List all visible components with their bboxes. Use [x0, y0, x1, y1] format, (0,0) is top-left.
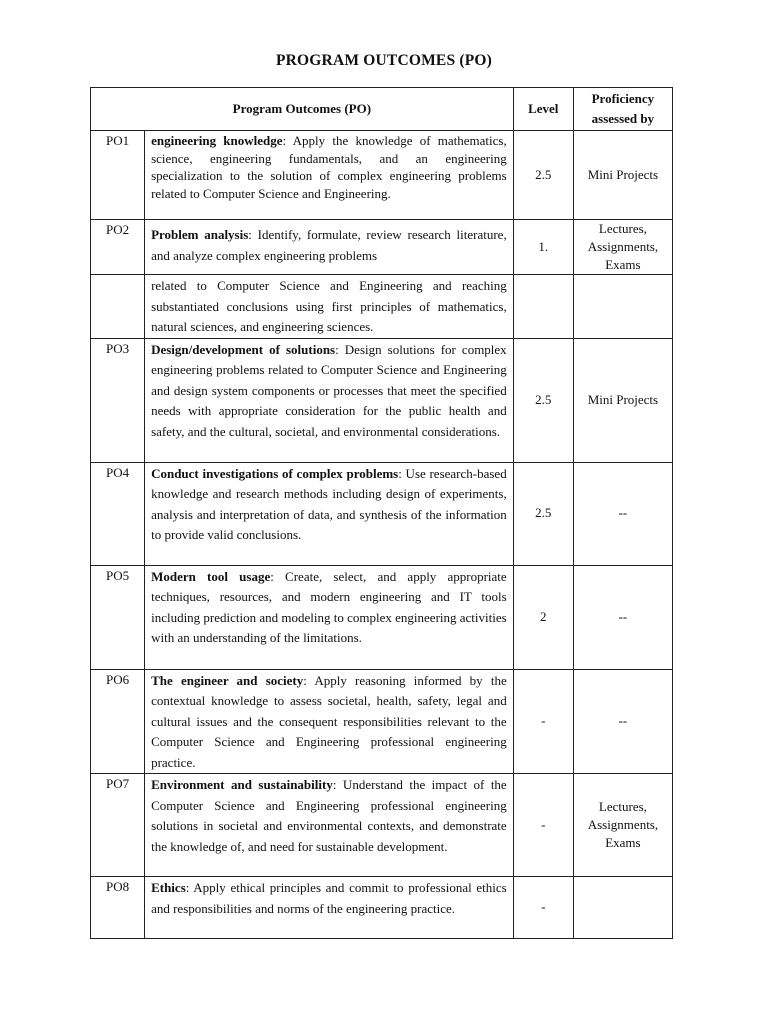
po-id: PO5 [91, 565, 145, 669]
po-text: : Use research-based knowledge and research methods including design of experiments, analysis and interpretation of data, and synthesis of the information to provide valid conclusions. [151, 465, 507, 542]
po-description [145, 338, 514, 462]
table-row [91, 774, 673, 877]
po-text: : Identify, formulate, review research literature, and analyze complex engineering problems [151, 227, 507, 263]
po-description [145, 774, 514, 877]
po-description [145, 220, 514, 275]
po-proficiency: Mini Projects [573, 131, 672, 220]
header-proficiency-line2: assessed by [591, 111, 655, 126]
po-text: : Create, select, and apply appropriate techniques, resources, and modern engineering and IT tools including prediction and modeling to complex engineering activities with an understanding of the limitations. [151, 568, 507, 645]
table-row [91, 877, 673, 939]
po-description [145, 669, 514, 774]
po-proficiency [573, 877, 672, 939]
po-description [145, 131, 514, 220]
po-id: PO8 [91, 877, 145, 939]
table-row [91, 338, 673, 462]
po-description [145, 462, 514, 565]
po-text: : Design solutions for complex engineering problems related to Computer Science and Engineering and design system components or processes that meet the specified needs with appropriate consideration for the public health and safety, and the cultural, societal, and environmental considerations. [151, 341, 507, 439]
po-text: : Apply ethical principles and commit to professional ethics and responsibilities and norms of the engineering practice. [151, 880, 507, 916]
po-proficiency [573, 774, 672, 877]
po-term: Ethics [151, 880, 186, 895]
po-level: 1. [513, 220, 573, 275]
po-id: PO7 [91, 774, 145, 877]
table-header-row [91, 88, 673, 131]
proficiency-line: Lectures, [598, 221, 647, 236]
table-row [91, 669, 673, 774]
po-level: - [513, 669, 573, 774]
po-id: PO3 [91, 338, 145, 462]
proficiency-line: Exams [605, 257, 641, 272]
po-level: - [513, 877, 573, 939]
po-text: : Apply reasoning informed by the contextual knowledge to assess societal, health, safety, legal and cultural issues and the consequent responsibilities relevant to the Computer Science and Engineering professional engineering practice. [151, 672, 507, 770]
po-proficiency: -- [573, 462, 672, 565]
po-term: Environment and sustainability [151, 777, 333, 792]
proficiency-line: Exams [605, 835, 641, 850]
table-row [91, 131, 673, 220]
table-row [91, 462, 673, 565]
table-row [91, 565, 673, 669]
proficiency-line: Assignments, [587, 239, 659, 254]
po-id: PO4 [91, 462, 145, 565]
po-proficiency: -- [573, 565, 672, 669]
po-text: : Apply the knowledge of mathematics, science, engineering fundamentals, and an engineering specialization to the solution of complex engineering problems related to Computer Science and Engineering. [151, 133, 507, 201]
page-title: PROGRAM OUTCOMES (PO) [275, 52, 492, 69]
po-id: PO6 [91, 669, 145, 774]
po-description [145, 877, 514, 939]
header-proficiency-line1: Proficiency [591, 90, 655, 106]
po-level: 2 [513, 565, 573, 669]
po-id [91, 275, 145, 339]
po-proficiency: Mini Projects [573, 338, 672, 462]
po-term: Modern tool usage [151, 568, 271, 584]
po-level: 2.5 [513, 338, 573, 462]
po-level [513, 275, 573, 339]
proficiency-line: Assignments, [587, 817, 659, 832]
po-text: : Understand the impact of the Computer Science and Engineering professional engineering solutions in societal and environmental contexts, and demonstrate the knowledge of, and need for sustainable development. [151, 777, 507, 854]
po-description [145, 565, 514, 669]
table-row [91, 220, 673, 275]
header-proficiency [573, 88, 672, 131]
header-level: Level [513, 88, 573, 131]
po-term: engineering knowledge [151, 133, 283, 148]
po-proficiency [573, 275, 672, 339]
po-level: 2.5 [513, 462, 573, 565]
table-row [91, 275, 673, 339]
po-level: 2.5 [513, 131, 573, 220]
po-term: The engineer and society [151, 672, 304, 688]
header-program-outcomes: Program Outcomes (PO) [91, 88, 514, 131]
po-term: Problem analysis [151, 227, 249, 242]
proficiency-line: Lectures, [598, 799, 647, 814]
po-id: PO1 [91, 131, 145, 220]
po-text: related to Computer Science and Engineering and reaching substantiated conclusions using first principles of mathematics, natural sciences, and engineering sciences. [151, 278, 507, 334]
po-proficiency: -- [573, 669, 672, 774]
po-proficiency [573, 220, 672, 275]
po-term: Conduct investigations of complex problems [151, 465, 399, 481]
po-id: PO2 [91, 220, 145, 275]
po-level: - [513, 774, 573, 877]
program-outcomes-table [90, 87, 673, 939]
po-description [145, 275, 514, 339]
po-term: Design/development of solutions [151, 341, 336, 357]
